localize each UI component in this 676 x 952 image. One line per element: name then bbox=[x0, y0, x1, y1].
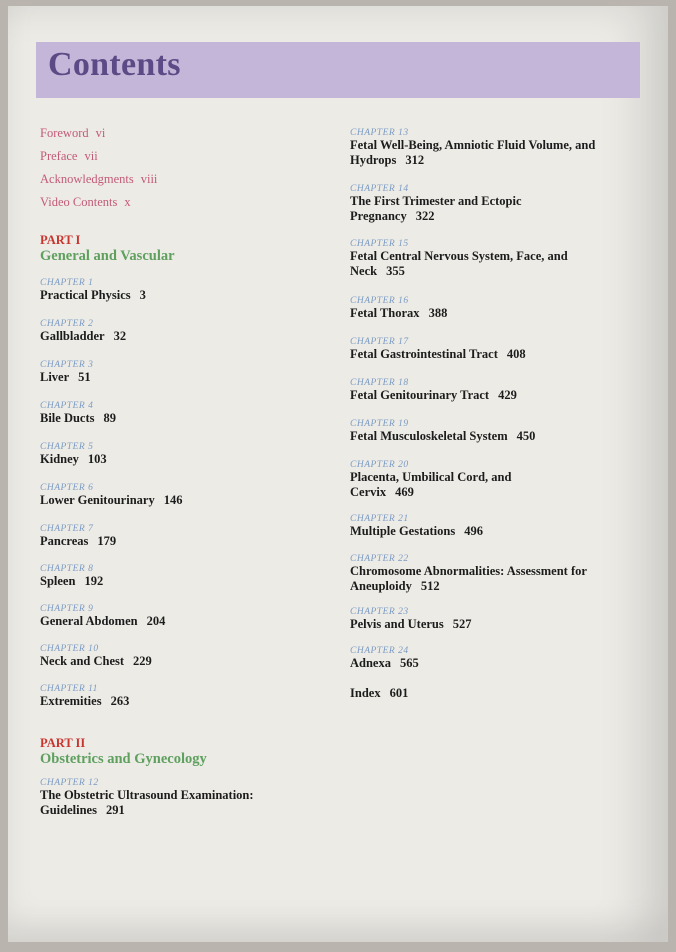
chapter-title-line bbox=[350, 579, 587, 594]
chapter-title: Adnexa bbox=[350, 656, 391, 670]
chapter-page: 291 bbox=[105, 803, 125, 817]
chapter-page: 312 bbox=[405, 153, 425, 167]
index-title: Index bbox=[350, 686, 381, 700]
chapter-title: Hydrops bbox=[350, 153, 397, 167]
chapter-title: Neck and Chest bbox=[40, 654, 125, 668]
chapter-title-line bbox=[350, 388, 517, 403]
chapter-number: CHAPTER 23 bbox=[350, 607, 409, 617]
part-1-heading bbox=[40, 233, 175, 265]
front-matter-page: vii bbox=[84, 149, 98, 163]
chapter-title-line: Placenta, Umbilical Cord, and bbox=[350, 470, 512, 484]
chapter-title-line bbox=[350, 209, 522, 224]
chapter-page: 179 bbox=[97, 534, 117, 548]
chapter-page: 204 bbox=[146, 614, 166, 628]
front-matter-item[interactable] bbox=[40, 145, 157, 168]
toc-entry[interactable] bbox=[350, 337, 526, 362]
chapter-title-line bbox=[350, 264, 568, 279]
chapter-title-line bbox=[40, 370, 93, 385]
chapter-page: 51 bbox=[78, 370, 91, 384]
part-title: General and Vascular bbox=[40, 248, 175, 264]
toc-entry[interactable] bbox=[40, 604, 165, 629]
chapter-number: CHAPTER 15 bbox=[350, 239, 409, 249]
chapter-number: CHAPTER 9 bbox=[40, 604, 94, 614]
toc-entry[interactable] bbox=[350, 460, 511, 500]
part-label: PART II bbox=[40, 736, 86, 750]
chapter-page: 103 bbox=[87, 452, 107, 466]
chapter-page: 408 bbox=[506, 347, 526, 361]
chapter-title-line: Chromosome Abnormalities: Assessment for bbox=[350, 564, 587, 578]
chapter-page: 388 bbox=[428, 306, 448, 320]
chapter-title: General Abdomen bbox=[40, 614, 138, 628]
toc-entry[interactable] bbox=[350, 378, 517, 403]
chapter-title: Multiple Gestations bbox=[350, 524, 456, 538]
chapter-page: 450 bbox=[516, 429, 536, 443]
chapter-title: Bile Ducts bbox=[40, 411, 95, 425]
toc-entry[interactable] bbox=[40, 278, 146, 303]
chapter-title-line bbox=[350, 524, 483, 539]
chapter-title: Neck bbox=[350, 264, 378, 278]
chapter-title-line bbox=[350, 656, 419, 671]
chapter-title: Liver bbox=[40, 370, 70, 384]
toc-entry[interactable] bbox=[40, 483, 182, 508]
chapter-number: CHAPTER 16 bbox=[350, 296, 409, 306]
toc-entry[interactable] bbox=[350, 184, 522, 224]
chapter-title-line: The Obstetric Ultrasound Examination: bbox=[40, 788, 254, 802]
chapter-number: CHAPTER 14 bbox=[350, 184, 409, 194]
chapter-page: 322 bbox=[415, 209, 435, 223]
front-matter-item[interactable] bbox=[40, 122, 157, 145]
front-matter-label: Preface bbox=[40, 149, 78, 163]
chapter-page: 512 bbox=[420, 579, 440, 593]
chapter-title: Fetal Musculoskeletal System bbox=[350, 429, 508, 443]
toc-entry[interactable] bbox=[350, 128, 595, 168]
chapter-title-line bbox=[40, 694, 129, 709]
toc-entry[interactable] bbox=[40, 778, 254, 818]
toc-entry-index[interactable] bbox=[350, 686, 408, 701]
chapter-number: CHAPTER 6 bbox=[40, 483, 94, 493]
chapter-page: 469 bbox=[395, 485, 414, 499]
chapter-number: CHAPTER 4 bbox=[40, 401, 94, 411]
toc-entry[interactable] bbox=[350, 514, 483, 539]
toc-entry[interactable] bbox=[350, 646, 419, 671]
chapter-title-line bbox=[40, 411, 116, 426]
front-matter-label: Foreword bbox=[40, 126, 89, 140]
front-matter-page: x bbox=[124, 195, 131, 209]
chapter-title-line bbox=[350, 347, 526, 362]
part-label: PART I bbox=[40, 233, 81, 247]
chapter-title-line bbox=[350, 686, 408, 701]
chapter-number: CHAPTER 12 bbox=[40, 778, 99, 788]
chapter-title-line bbox=[350, 429, 535, 444]
chapter-number: CHAPTER 18 bbox=[350, 378, 409, 388]
toc-entry[interactable] bbox=[40, 684, 129, 709]
chapter-number: CHAPTER 2 bbox=[40, 319, 94, 329]
chapter-number: CHAPTER 24 bbox=[350, 646, 409, 656]
front-matter-page: viii bbox=[140, 172, 158, 186]
chapter-title-line bbox=[40, 534, 116, 549]
chapter-title-line: Fetal Well-Being, Amniotic Fluid Volume, and bbox=[350, 138, 596, 152]
front-matter-page: vi bbox=[95, 126, 106, 140]
chapter-number: CHAPTER 8 bbox=[40, 564, 94, 574]
page bbox=[8, 6, 668, 942]
chapter-title: Kidney bbox=[40, 452, 79, 466]
toc-entry[interactable] bbox=[350, 296, 447, 321]
chapter-title: Spleen bbox=[40, 574, 76, 588]
chapter-title-line bbox=[40, 452, 107, 467]
chapter-title-line: Fetal Central Nervous System, Face, and bbox=[350, 249, 568, 263]
chapter-number: CHAPTER 20 bbox=[350, 460, 409, 470]
chapter-title-line bbox=[40, 654, 152, 669]
chapter-title: Pelvis and Uterus bbox=[350, 617, 444, 631]
chapter-title: Cervix bbox=[350, 485, 387, 499]
toc-entry[interactable] bbox=[40, 401, 116, 426]
chapter-number: CHAPTER 17 bbox=[350, 337, 409, 347]
toc-entry[interactable] bbox=[40, 564, 103, 589]
chapter-title-line bbox=[350, 153, 595, 168]
chapter-number: CHAPTER 19 bbox=[350, 419, 409, 429]
front-matter-item[interactable] bbox=[40, 168, 157, 191]
part-title: Obstetrics and Gynecology bbox=[40, 751, 207, 767]
chapter-page: 3 bbox=[139, 288, 146, 302]
chapter-page: 32 bbox=[113, 329, 127, 343]
toc-entry[interactable] bbox=[40, 644, 152, 669]
chapter-title: Practical Physics bbox=[40, 288, 131, 302]
chapter-number: CHAPTER 22 bbox=[350, 554, 409, 564]
chapter-number: CHAPTER 21 bbox=[350, 514, 409, 524]
chapter-page: 527 bbox=[452, 617, 472, 631]
chapter-number: CHAPTER 5 bbox=[40, 442, 94, 452]
chapter-page: 496 bbox=[464, 524, 483, 538]
toc-entry[interactable] bbox=[350, 607, 472, 632]
chapter-title-line bbox=[40, 614, 165, 629]
chapter-title: Lower Genitourinary bbox=[40, 493, 155, 507]
chapter-number: CHAPTER 3 bbox=[40, 360, 94, 370]
chapter-title: Extremities bbox=[40, 694, 102, 708]
contents-banner bbox=[36, 42, 640, 98]
chapter-number: CHAPTER 1 bbox=[40, 278, 94, 288]
toc-entry[interactable] bbox=[350, 419, 535, 444]
chapter-title-line bbox=[350, 306, 447, 321]
chapter-title-line bbox=[40, 329, 126, 344]
chapter-title-line bbox=[40, 574, 103, 589]
toc-entry[interactable] bbox=[350, 239, 568, 279]
front-matter-label: Video Contents bbox=[40, 195, 118, 209]
toc-entry[interactable] bbox=[40, 442, 107, 467]
toc-entry[interactable] bbox=[40, 360, 93, 385]
index-page: 601 bbox=[389, 686, 409, 700]
toc-entry[interactable] bbox=[40, 524, 116, 549]
page-title: Contents bbox=[48, 46, 181, 83]
front-matter-item[interactable] bbox=[40, 191, 157, 214]
chapter-title: Fetal Genitourinary Tract bbox=[350, 388, 490, 402]
chapter-number: CHAPTER 11 bbox=[40, 684, 98, 694]
chapter-number: CHAPTER 13 bbox=[350, 128, 409, 138]
chapter-page: 229 bbox=[133, 654, 152, 668]
chapter-page: 355 bbox=[386, 264, 405, 278]
chapter-title-line bbox=[350, 485, 511, 500]
toc-entry[interactable] bbox=[40, 319, 126, 344]
chapter-title-line: The First Trimester and Ectopic bbox=[350, 194, 522, 208]
chapter-title: Pancreas bbox=[40, 534, 89, 548]
chapter-title: Fetal Gastrointestinal Tract bbox=[350, 347, 498, 361]
chapter-number: CHAPTER 7 bbox=[40, 524, 94, 534]
chapter-page: 565 bbox=[399, 656, 419, 670]
chapter-title-line bbox=[40, 803, 254, 818]
chapter-title-line bbox=[350, 617, 472, 632]
front-matter-list bbox=[40, 122, 157, 214]
chapter-page: 192 bbox=[84, 574, 104, 588]
chapter-title: Guidelines bbox=[40, 803, 97, 817]
chapter-page: 263 bbox=[110, 694, 130, 708]
chapter-title-line bbox=[40, 493, 182, 508]
chapter-page: 89 bbox=[103, 411, 117, 425]
chapter-page: 429 bbox=[498, 388, 517, 402]
chapter-title: Pregnancy bbox=[350, 209, 407, 223]
part-2-heading bbox=[40, 736, 207, 768]
front-matter-label: Acknowledgments bbox=[40, 172, 134, 186]
chapter-title: Fetal Thorax bbox=[350, 306, 420, 320]
toc-entry[interactable] bbox=[350, 554, 587, 594]
chapter-page: 146 bbox=[163, 493, 183, 507]
chapter-title-line bbox=[40, 288, 146, 303]
chapter-title: Gallbladder bbox=[40, 329, 105, 343]
chapter-number: CHAPTER 10 bbox=[40, 644, 99, 654]
chapter-title: Aneuploidy bbox=[350, 579, 412, 593]
